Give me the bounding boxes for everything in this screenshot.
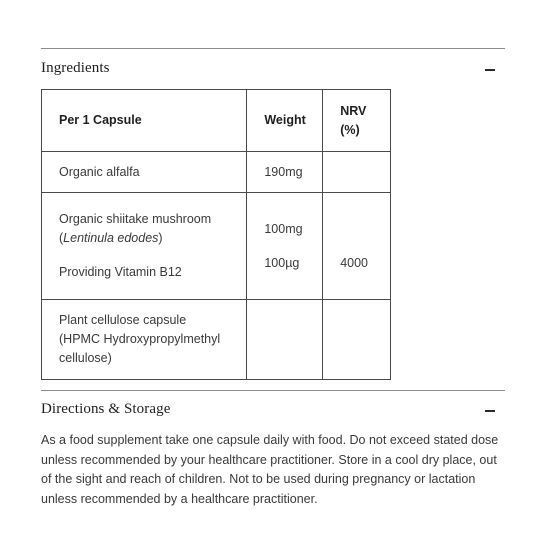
minus-icon[interactable] bbox=[485, 410, 495, 412]
directions-title: Directions & Storage bbox=[41, 401, 171, 417]
directions-text: As a food supplement take one capsule daily with food. Do not exceed stated dose unless recommended by your healthcare practitioner. Store in a cool dry place, out of the sight and reach of children. Not to be used during pregnancy or lactation unless recommended by a healthcare practitioner. bbox=[41, 433, 499, 506]
top-divider bbox=[41, 48, 505, 49]
ingredient-nrv bbox=[323, 300, 391, 380]
header-nrv-unit: (%) bbox=[340, 122, 360, 137]
ingredient-nrv-cell bbox=[323, 193, 391, 300]
header-nrv bbox=[323, 90, 391, 152]
ingredient-name: Organic alfalfa bbox=[42, 152, 247, 193]
ingredients-table bbox=[41, 89, 391, 380]
ingredients-title: Ingredients bbox=[41, 60, 110, 76]
table-row bbox=[42, 300, 391, 380]
ingredient-name-line: (HPMC Hydroxypropylmethyl bbox=[59, 332, 221, 346]
ingredient-name: Organic shiitake mushroom bbox=[59, 212, 212, 226]
directions-accordion-header[interactable] bbox=[41, 399, 505, 423]
header-per-capsule: Per 1 Capsule bbox=[42, 90, 247, 152]
ingredient-nrv bbox=[323, 152, 391, 193]
ingredient-weight bbox=[247, 300, 323, 380]
ingredient-latin-name: (Lentinula edodes) bbox=[59, 231, 163, 245]
ingredient-name-line: Plant cellulose capsule bbox=[59, 313, 187, 327]
ingredient-name-line: cellulose) bbox=[59, 351, 112, 365]
ingredients-accordion-header[interactable] bbox=[41, 58, 505, 82]
ingredient-sub-nrv: 4000 bbox=[340, 255, 368, 270]
ingredient-name-cell bbox=[42, 300, 247, 380]
table-row bbox=[42, 152, 391, 193]
ingredient-weight: 190mg bbox=[247, 152, 323, 193]
section-divider bbox=[41, 390, 505, 391]
ingredient-sub-name: Providing Vitamin B12 bbox=[59, 265, 182, 279]
table-header-row bbox=[42, 90, 391, 152]
ingredient-weight-cell bbox=[247, 193, 323, 300]
header-weight: Weight bbox=[247, 90, 323, 152]
ingredient-name-cell bbox=[42, 193, 247, 300]
ingredient-weight: 100mg bbox=[264, 221, 303, 236]
table-row bbox=[42, 193, 391, 300]
minus-icon[interactable] bbox=[485, 69, 495, 71]
ingredient-sub-weight: 100µg bbox=[264, 255, 300, 270]
header-nrv-label: NRV bbox=[340, 103, 367, 118]
